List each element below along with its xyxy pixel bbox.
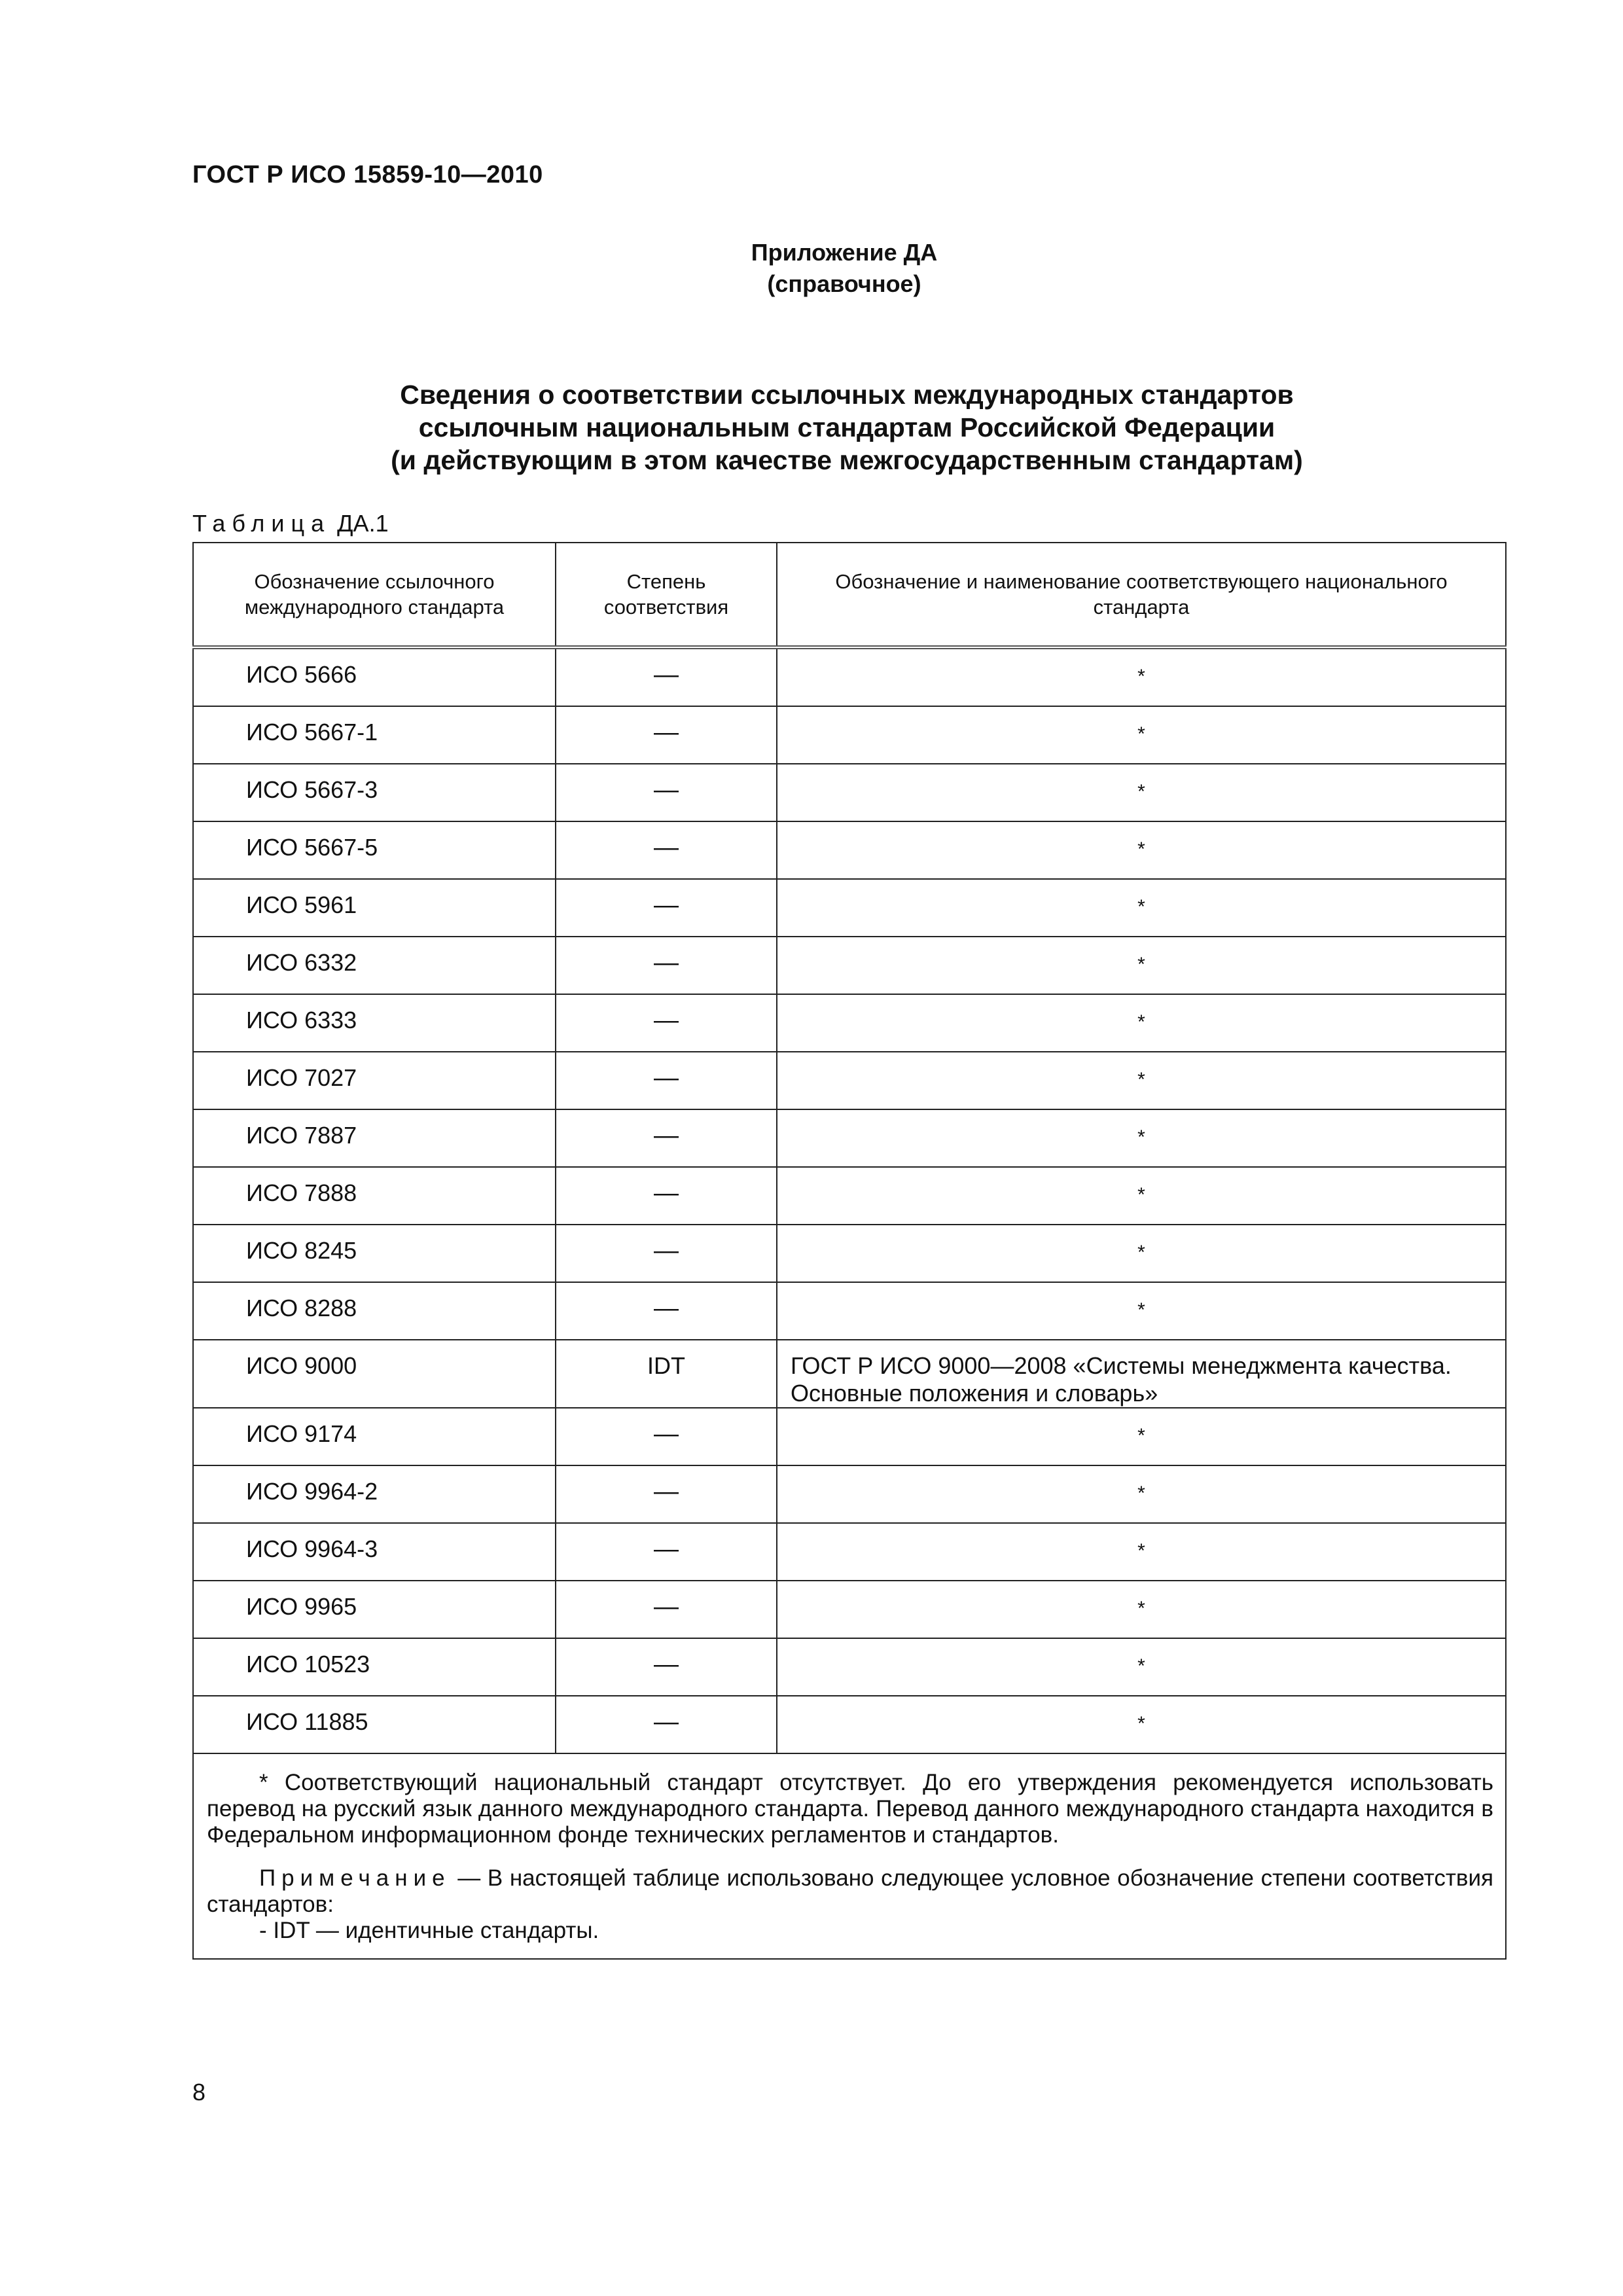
cell-degree: — <box>556 994 777 1052</box>
section-title-line: Сведения о соответствии ссылочных международных стандартов <box>400 380 1294 410</box>
table-row <box>193 1696 1506 1753</box>
cell-degree: — <box>556 647 777 706</box>
note-item: - IDT — идентичные стандарты. <box>259 1918 599 1943</box>
cell-degree: — <box>556 879 777 937</box>
cell-international-standard: ИСО 5667-1 <box>193 706 556 764</box>
cell-degree: — <box>556 1109 777 1167</box>
section-title-line: (и действующим в этом качестве межгосударственным стандартам) <box>391 445 1303 475</box>
cell-international-standard: ИСО 7887 <box>193 1109 556 1167</box>
table-row <box>193 879 1506 937</box>
cell-international-standard: ИСО 6333 <box>193 994 556 1052</box>
footnote-marker: * <box>1137 1242 1145 1263</box>
table-row <box>193 1638 1506 1696</box>
cell-national-standard: ГОСТ Р ИСО 9000—2008 «Системы менеджмента качества. Основные положения и словарь» <box>777 1340 1506 1408</box>
table-row <box>193 994 1506 1052</box>
table-row <box>193 1109 1506 1167</box>
cell-national-standard <box>777 1167 1506 1225</box>
footnote-marker: * <box>1137 838 1145 860</box>
cell-international-standard: ИСО 10523 <box>193 1638 556 1696</box>
footnote-marker: * <box>1137 1655 1145 1677</box>
cell-national-standard <box>777 1109 1506 1167</box>
table-row <box>193 1225 1506 1282</box>
cell-degree: — <box>556 1696 777 1753</box>
table-row <box>193 1408 1506 1465</box>
header-national-standard: Обозначение и наименование соответствующего национального стандарта <box>777 543 1506 647</box>
cell-degree: — <box>556 821 777 879</box>
note-label: Примечание <box>259 1865 451 1891</box>
cell-international-standard: ИСО 9000 <box>193 1340 556 1408</box>
footnote-marker: * <box>1137 1713 1145 1734</box>
annex-title: Приложение ДА <box>751 239 938 266</box>
footnote-marker: * <box>1137 1540 1145 1562</box>
footnote-marker: * <box>1137 1184 1145 1206</box>
document-designation: ГОСТ Р ИСО 15859-10—2010 <box>192 161 543 188</box>
table-row <box>193 1282 1506 1340</box>
cell-national-standard <box>777 1696 1506 1753</box>
cell-national-standard <box>777 1225 1506 1282</box>
section-title-line: ссылочным национальным стандартам Российской Федерации <box>418 412 1275 442</box>
note-text: — В настоящей таблице использовано следующее условное обозначение степени соответствия стандартов: <box>207 1865 1493 1917</box>
cell-international-standard: ИСО 11885 <box>193 1696 556 1753</box>
table-caption <box>192 511 389 537</box>
table-row <box>193 1052 1506 1109</box>
table-row <box>193 937 1506 994</box>
cell-degree: — <box>556 1282 777 1340</box>
cell-degree: — <box>556 1225 777 1282</box>
footnote-marker: * <box>1137 954 1145 975</box>
table-caption-word: Таблица <box>192 510 331 537</box>
footnote-marker: * <box>1137 1011 1145 1033</box>
cell-international-standard: ИСО 5667-3 <box>193 764 556 821</box>
table-header-row <box>193 543 1506 647</box>
cell-national-standard <box>777 1523 1506 1581</box>
cell-international-standard: ИСО 5667-5 <box>193 821 556 879</box>
table-footnote-row <box>193 1753 1506 1959</box>
table-row <box>193 1523 1506 1581</box>
correspondence-table <box>192 542 1507 1960</box>
table-footnote: * Соответствующий национальный стандарт отсутствует. До его утверждения рекомендуется использовать перевод на русский язык данного международного стандарта. Перевод данного международного стандарта находится в Федеральном информационном фонде технических регламентов и стандартов. <box>207 1770 1493 1848</box>
table-note <box>207 1865 1493 1918</box>
cell-national-standard <box>777 706 1506 764</box>
cell-international-standard: ИСО 9964-2 <box>193 1465 556 1523</box>
cell-degree: — <box>556 1465 777 1523</box>
cell-national-standard <box>777 821 1506 879</box>
table-body <box>193 647 1506 1753</box>
cell-degree: — <box>556 937 777 994</box>
cell-national-standard <box>777 764 1506 821</box>
footnote-marker: * <box>1137 1299 1145 1321</box>
header-international-standard: Обозначение ссылочного международного стандарта <box>193 543 556 647</box>
table-caption-number: ДА.1 <box>337 510 389 537</box>
footnote-marker: * <box>1137 1598 1145 1619</box>
cell-degree: — <box>556 1638 777 1696</box>
cell-degree: — <box>556 1052 777 1109</box>
table-footnote-cell <box>193 1753 1506 1959</box>
footnote-marker: * <box>1137 1069 1145 1090</box>
table-row <box>193 647 1506 706</box>
cell-national-standard <box>777 1465 1506 1523</box>
cell-international-standard: ИСО 5666 <box>193 647 556 706</box>
cell-degree: — <box>556 1167 777 1225</box>
footnote-marker: * <box>1137 1425 1145 1446</box>
cell-national-standard <box>777 1581 1506 1638</box>
cell-degree: — <box>556 706 777 764</box>
cell-international-standard: ИСО 6332 <box>193 937 556 994</box>
cell-international-standard: ИСО 7888 <box>193 1167 556 1225</box>
footnote-marker: * <box>1137 896 1145 918</box>
cell-international-standard: ИСО 9174 <box>193 1408 556 1465</box>
cell-national-standard <box>777 1408 1506 1465</box>
page-number: 8 <box>192 2079 206 2106</box>
cell-degree: — <box>556 1581 777 1638</box>
cell-national-standard <box>777 994 1506 1052</box>
cell-international-standard: ИСО 8288 <box>193 1282 556 1340</box>
cell-international-standard: ИСО 5961 <box>193 879 556 937</box>
table-row <box>193 1465 1506 1523</box>
cell-national-standard <box>777 937 1506 994</box>
cell-degree: — <box>556 1523 777 1581</box>
cell-degree: — <box>556 764 777 821</box>
table-row <box>193 706 1506 764</box>
footnote-marker: * <box>1137 1482 1145 1504</box>
annex-type: (справочное) <box>767 270 921 297</box>
cell-national-standard <box>777 647 1506 706</box>
table-row <box>193 1340 1506 1408</box>
cell-national-standard <box>777 1052 1506 1109</box>
cell-international-standard: ИСО 9964-3 <box>193 1523 556 1581</box>
table-row <box>193 1167 1506 1225</box>
cell-national-standard <box>777 879 1506 937</box>
footnote-marker: * <box>1137 666 1145 687</box>
table-row <box>193 1581 1506 1638</box>
cell-international-standard: ИСО 7027 <box>193 1052 556 1109</box>
section-title <box>192 378 1501 476</box>
footnote-marker: * <box>1137 723 1145 745</box>
header-degree: Степень соответствия <box>556 543 777 647</box>
footnote-marker: * <box>1137 1126 1145 1148</box>
table-row <box>193 764 1506 821</box>
cell-national-standard <box>777 1282 1506 1340</box>
cell-international-standard: ИСО 8245 <box>193 1225 556 1282</box>
cell-national-standard <box>777 1638 1506 1696</box>
table-row <box>193 821 1506 879</box>
footnote-marker: * <box>1137 781 1145 802</box>
cell-international-standard: ИСО 9965 <box>193 1581 556 1638</box>
cell-degree: IDT <box>556 1340 777 1408</box>
cell-degree: — <box>556 1408 777 1465</box>
